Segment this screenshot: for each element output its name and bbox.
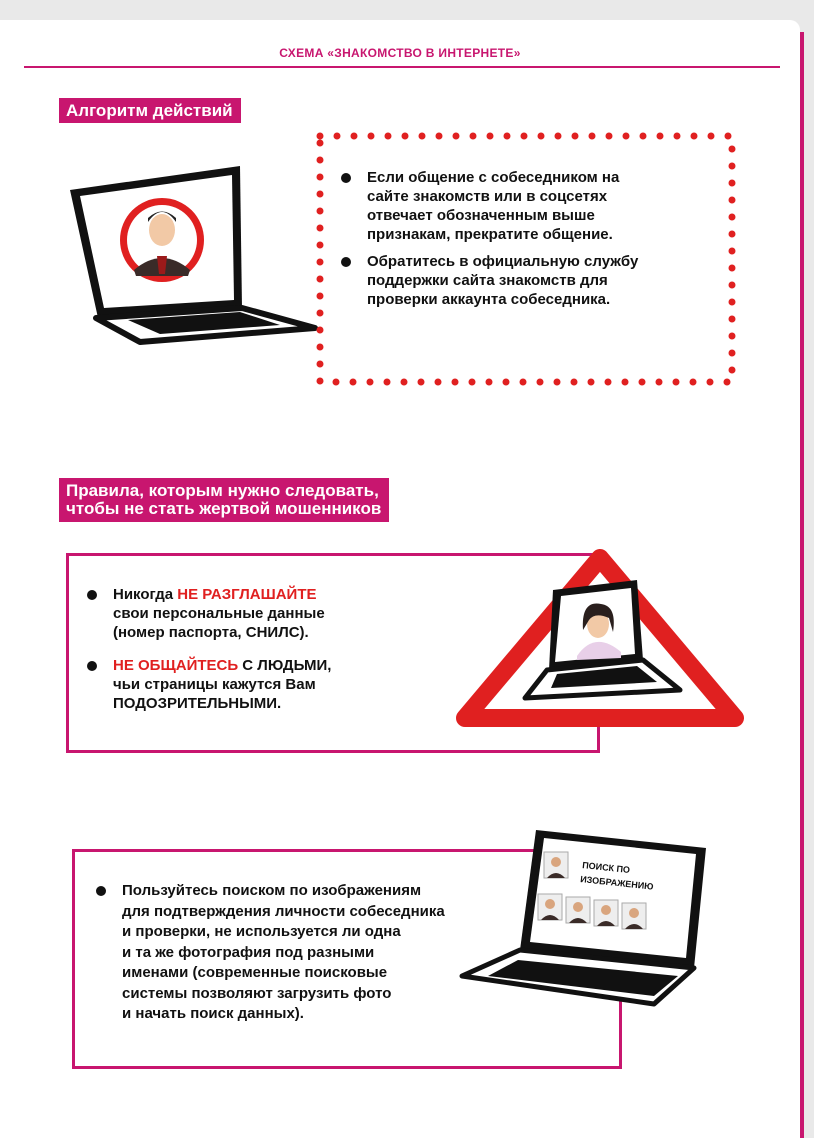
laptop-image-search-illustration <box>458 826 713 1016</box>
man-avatar-icon <box>120 198 204 282</box>
bullet-dot <box>341 257 351 267</box>
bullet-dot <box>87 661 97 671</box>
photo-thumbnail-icon <box>538 894 562 920</box>
list-item: Пользуйтесь поиском по изображениям для подтверждения личности собеседника и проверки, не используется ли одна и та же фотография под разными именами (современные поисковые системы позволяют загрузить фото и начать поиск данных). <box>96 881 445 1025</box>
section-heading-algorithm: Алгоритм действий <box>59 98 241 123</box>
header-title: СХЕМА «ЗНАКОМСТВО В ИНТЕРНЕТЕ» <box>279 46 521 60</box>
list-item: НЕ ОБЩАЙТЕСЬ С ЛЮДЬМИ, чьи страницы кажутся Вам ПОДОЗРИТЕЛЬНЫМИ. <box>87 656 331 713</box>
search-tip-list <box>96 881 445 1033</box>
list-item: Если общение с собеседником на сайте знакомств или в соцсетях отвечает обозначенным выше признакам, прекратите общение. <box>341 168 638 244</box>
photo-thumbnail-icon <box>544 852 568 878</box>
bullet-dot <box>341 173 351 183</box>
warning-triangle-laptop-illustration <box>455 548 745 728</box>
rules-list <box>87 585 331 721</box>
bullet-dot <box>87 590 97 600</box>
right-border-rule <box>800 32 804 1138</box>
photo-thumbnail-icon <box>566 897 590 923</box>
list-item: Обратитесь в официальную службу поддержки сайта знакомств для проверки аккаунта собеседника. <box>341 252 638 309</box>
section-heading-rules: Правила, которым нужно следовать, чтобы не стать жертвой мошенников <box>59 478 389 522</box>
screen-label-line2: ИЗОБРАЖЕНИЮ <box>579 874 654 892</box>
screen-label-line1: ПОИСК ПО <box>581 860 631 875</box>
laptop-man-illustration <box>60 160 320 350</box>
algorithm-list <box>341 168 638 317</box>
photo-thumbnail-icon <box>594 900 618 926</box>
bullet-dot <box>96 886 106 896</box>
list-item: Никогда НЕ РАЗГЛАШАЙТЕ свои персональные данные (номер паспорта, СНИЛС). <box>87 585 331 642</box>
photo-thumbnail-icon <box>622 903 646 929</box>
header-divider <box>24 66 780 68</box>
